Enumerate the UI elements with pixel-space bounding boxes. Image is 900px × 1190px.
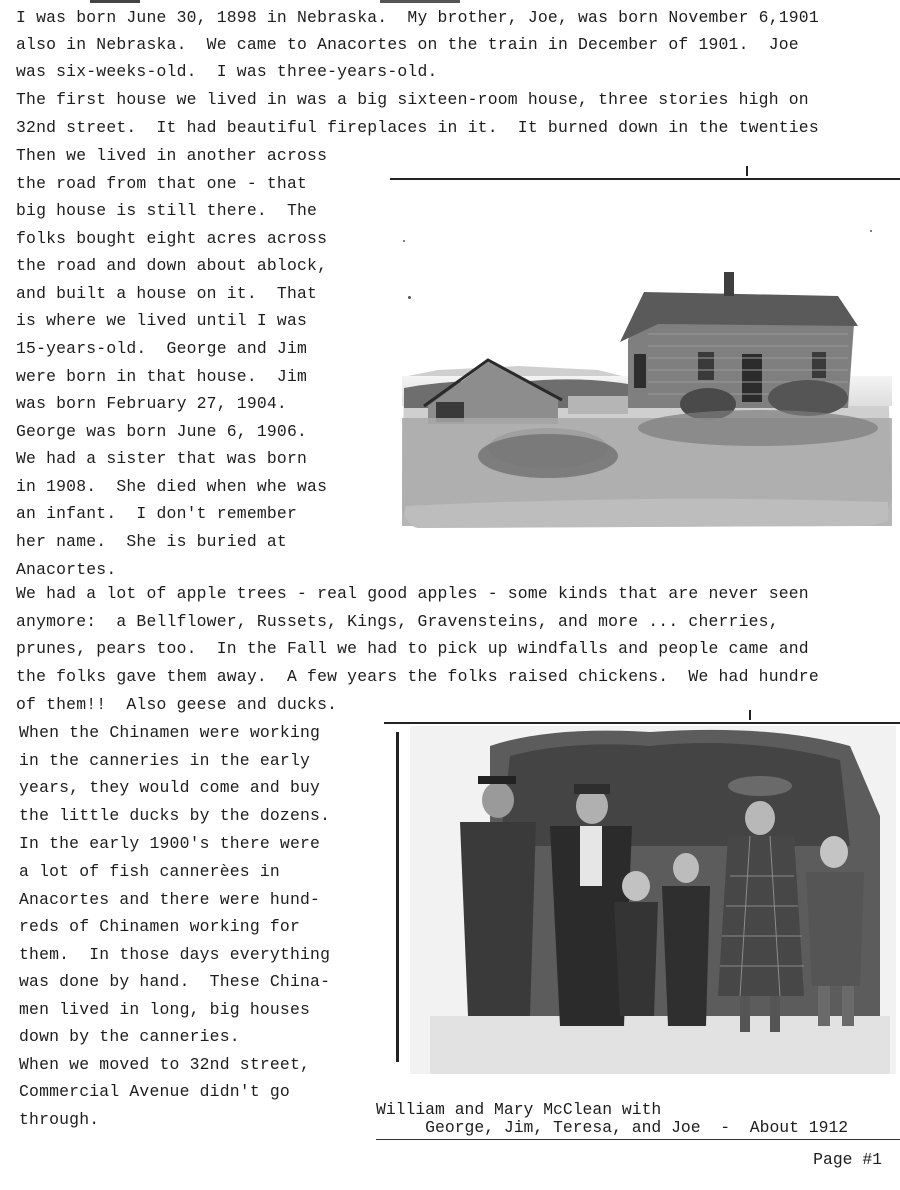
text-line: reds of Chinamen working for xyxy=(19,917,301,936)
text-line: down by the canneries. xyxy=(19,1027,240,1046)
photo-caption-line-1: William and Mary McClean with xyxy=(376,1100,662,1119)
farmhouse-photo xyxy=(398,258,892,530)
text-line: in 1908. She died when whe was xyxy=(16,477,328,496)
text-line: We had a lot of apple trees - real good apples - some kinds that are never seen xyxy=(16,584,809,603)
text-line: was six-weeks-old. I was three-years-old. xyxy=(16,62,438,81)
text-line: were born in that house. Jim xyxy=(16,367,308,386)
text-line: her name. She is buried at xyxy=(16,532,287,551)
text-line: The first house we lived in was a big sixteen-room house, three stories high on xyxy=(16,90,809,109)
text-line: in the canneries in the early xyxy=(19,751,311,770)
text-line: Anacortes and there were hund- xyxy=(19,890,321,909)
farmhouse-photo-image xyxy=(398,258,892,530)
text-line: When the Chinamen were working xyxy=(19,723,321,742)
scan-speck xyxy=(870,230,872,232)
text-line: was done by hand. These China- xyxy=(19,972,331,991)
text-line: of them!! Also geese and ducks. xyxy=(16,695,338,714)
photo-top-rule xyxy=(390,178,900,180)
photo-top-rule xyxy=(384,722,900,724)
text-line: Anacortes. xyxy=(16,560,117,579)
family-photo xyxy=(410,726,896,1074)
scan-mark xyxy=(90,0,140,3)
text-line: When we moved to 32nd street, xyxy=(19,1055,311,1074)
text-line: We had a sister that was born xyxy=(16,449,308,468)
text-line: I was born June 30, 1898 in Nebraska. My brother, Joe, was born November 6,1901 xyxy=(16,8,819,27)
text-line: big house is still there. The xyxy=(16,201,318,220)
text-line: a lot of fish cannerèes in xyxy=(19,862,280,881)
text-line: was born February 27, 1904. xyxy=(16,394,287,413)
family-photo-image xyxy=(410,726,896,1074)
photo-tick xyxy=(746,166,748,176)
text-line: 15-years-old. George and Jim xyxy=(16,339,308,358)
photo-tick xyxy=(749,710,751,720)
page-number: Page #1 xyxy=(813,1150,882,1169)
caption-underline xyxy=(376,1139,900,1140)
text-line: folks bought eight acres across xyxy=(16,229,328,248)
text-line: them. In those days everything xyxy=(19,945,331,964)
photo-caption-line-2: George, Jim, Teresa, and Joe - About 1912 xyxy=(376,1118,849,1137)
text-line: George was born June 6, 1906. xyxy=(16,422,308,441)
scan-speck xyxy=(408,296,411,299)
text-line: 32nd street. It had beautiful fireplaces in it. It burned down in the twenties xyxy=(16,118,819,137)
text-line: the road and down about ablock, xyxy=(16,256,328,275)
text-line: men lived in long, big houses xyxy=(19,1000,311,1019)
text-line: and built a house on it. That xyxy=(16,284,318,303)
text-line: prunes, pears too. In the Fall we had to pick up windfalls and people came and xyxy=(16,639,809,658)
text-line: years, they would come and buy xyxy=(19,778,321,797)
text-line: Commercial Avenue didn't go xyxy=(19,1082,290,1101)
text-line: the road from that one - that xyxy=(16,174,308,193)
scan-mark xyxy=(380,0,460,3)
photo-side-rule xyxy=(396,732,399,1062)
text-line: anymore: a Bellflower, Russets, Kings, Gravensteins, and more ... cherries, xyxy=(16,612,779,631)
text-line: In the early 1900's there were xyxy=(19,834,321,853)
text-line: an infant. I don't remember xyxy=(16,504,298,523)
text-line: the little ducks by the dozens. xyxy=(19,806,331,825)
text-line: also in Nebraska. We came to Anacortes on the train in December of 1901. Joe xyxy=(16,35,799,54)
text-line: Then we lived in another across xyxy=(16,146,328,165)
text-line: through. xyxy=(19,1110,100,1129)
text-line: is where we lived until I was xyxy=(16,311,308,330)
text-line: the folks gave them away. A few years the folks raised chickens. We had hundre xyxy=(16,667,819,686)
scan-speck xyxy=(403,240,405,242)
